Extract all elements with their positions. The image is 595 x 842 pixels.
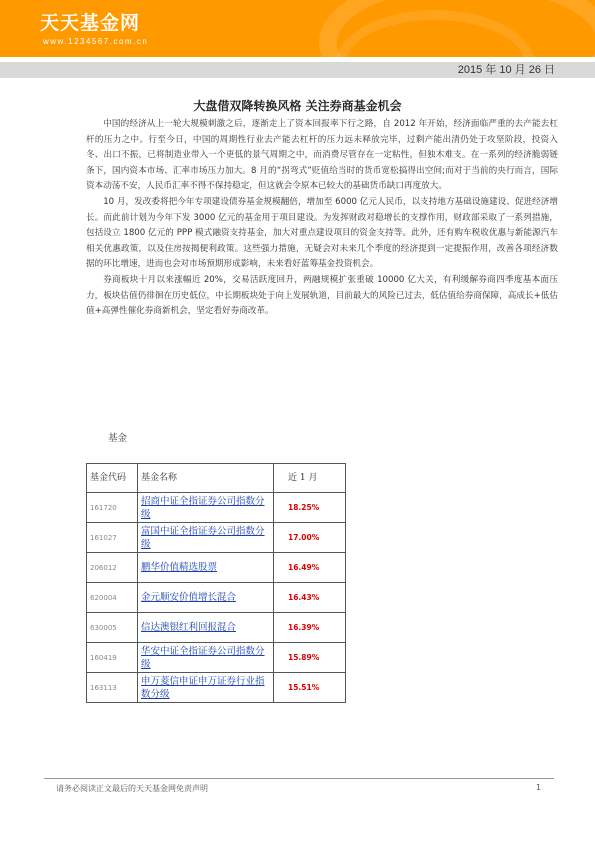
fund-name-link[interactable]: 招商中证全指证券公司指数分级 xyxy=(141,495,265,520)
fund-name-link[interactable]: 金元顺安价值增长混合 xyxy=(141,592,237,603)
fund-code: 163113 xyxy=(87,673,138,703)
fund-code: 160419 xyxy=(87,643,138,673)
site-url: www.1234567.com.cn xyxy=(43,37,149,46)
fund-code: 630005 xyxy=(87,613,138,643)
fund-code: 620004 xyxy=(87,583,138,613)
fund-code: 161027 xyxy=(87,523,138,553)
fund-table xyxy=(86,463,346,703)
table-row xyxy=(87,553,346,583)
fund-return: 17.00% xyxy=(274,523,346,553)
fund-name-cell xyxy=(138,493,274,523)
table-row xyxy=(87,523,346,553)
fund-return: 16.49% xyxy=(274,553,346,583)
table-row xyxy=(87,493,346,523)
fund-return: 18.25% xyxy=(274,493,346,523)
fund-name-cell xyxy=(138,583,274,613)
fund-name-link[interactable]: 信达澳银红利回报混合 xyxy=(141,622,237,633)
fund-name-cell xyxy=(138,613,274,643)
report-date: 2015 年 10 月 26 日 xyxy=(457,64,555,76)
header-fund-name: 基金名称 xyxy=(138,464,274,493)
paragraph: 券商板块十月以来涨幅近 20%，交易活跃度回升，两融规模扩张重破 10000 亿大关，有利缓解券商四季度基本面压力，板块估值仍徘徊在历史低位，中长期板块处于向上发展轨道，目前最大的风险已过去，低估值给券商保障，高成长+低估值+高弹性催化券商新机会，坚定看好券商改革。 xyxy=(86,274,558,317)
table-row xyxy=(87,673,346,703)
header-1m-return: 近 1 月 xyxy=(274,464,346,493)
date-bar xyxy=(0,62,595,78)
fund-name-link[interactable]: 申万菱信申证申万证券行业指数分级 xyxy=(141,675,265,700)
fund-name-link[interactable]: 富国中证全指证券公司指数分级 xyxy=(141,525,265,550)
fund-name-cell xyxy=(138,673,274,703)
fund-return: 15.89% xyxy=(274,643,346,673)
fund-return: 16.39% xyxy=(274,613,346,643)
table-row xyxy=(87,613,346,643)
site-header xyxy=(0,0,595,57)
footer-divider xyxy=(44,778,554,779)
fund-return: 16.43% xyxy=(274,583,346,613)
fund-name-cell xyxy=(138,523,274,553)
fund-return: 15.51% xyxy=(274,673,346,703)
fund-code: 161720 xyxy=(87,493,138,523)
fund-section-label: 基金 xyxy=(108,433,128,444)
fund-name-link[interactable]: 鹏华价值精选股票 xyxy=(141,562,218,573)
table-row xyxy=(87,643,346,673)
article-title: 大盘借双降转换风格 关注券商基金机会 xyxy=(193,99,402,113)
paragraph: 中国的经济从上一轮大规模刺激之后，逐渐走上了资本回报率下行之路，自 2012 年开始，经济面临严重的去产能去杠杆的压力之中。行至今日，中国的周期性行业去产能去杠杆的压力远未释放完毕，过剩产能出清仍处于攻坚阶段，投资入冬、出口不振，已将制造业带入一个更低的景气周期之中，而消费尽管存在一定粘性，但独木难支。在一系列的经济脆弱链条下，国内资本市场、汇率市场压力加大。8 月的“拐弯式”贬值给当时的货币宽松搞得出空间;而对于当前的央行而言，国际资本动荡不安，人民币汇率不得不保持稳定，但这就会令原本已较大的基础货币缺口再度放大。 xyxy=(86,119,558,192)
fund-name-cell xyxy=(138,553,274,583)
header-fund-code: 基金代码 xyxy=(87,464,138,493)
fund-name-link[interactable]: 华安中证全指证券公司指数分级 xyxy=(141,645,265,670)
table-header-row xyxy=(87,464,346,493)
page-number: 1 xyxy=(536,783,542,792)
footer-disclaimer: 请务必阅读正文最后的天天基金网免责声明 xyxy=(56,784,208,793)
paragraph: 10 月，发改委将把今年专项建设债券基金规模翻倍，增加至 6000 亿元人民币，以支持地方基础设施建设、促进经济增长。而此前计划为今年下发 3000 亿元的基金用于项目建设。为发挥财政对稳增长的支撑作用，财政部采取了一系列措施，包括设立 1800 亿元的 PPP 模式融资支持基金，加大对重点建设项目的资金支持等。此外，还有购车税收优惠与新能源汽车相关优惠政策，以及住房按揭便利政策。这些强力措施，无疑会对未来几个季度的经济提到一定提振作用，改善各项经济数据的环比增速，进而也会对市场预期形成影响，未来看好蓝筹基金投资机会。 xyxy=(86,196,558,270)
table-row xyxy=(87,583,346,613)
site-logo: 天天基金网 xyxy=(40,12,141,34)
article-body xyxy=(86,117,558,320)
fund-code: 206012 xyxy=(87,553,138,583)
fund-name-cell xyxy=(138,643,274,673)
